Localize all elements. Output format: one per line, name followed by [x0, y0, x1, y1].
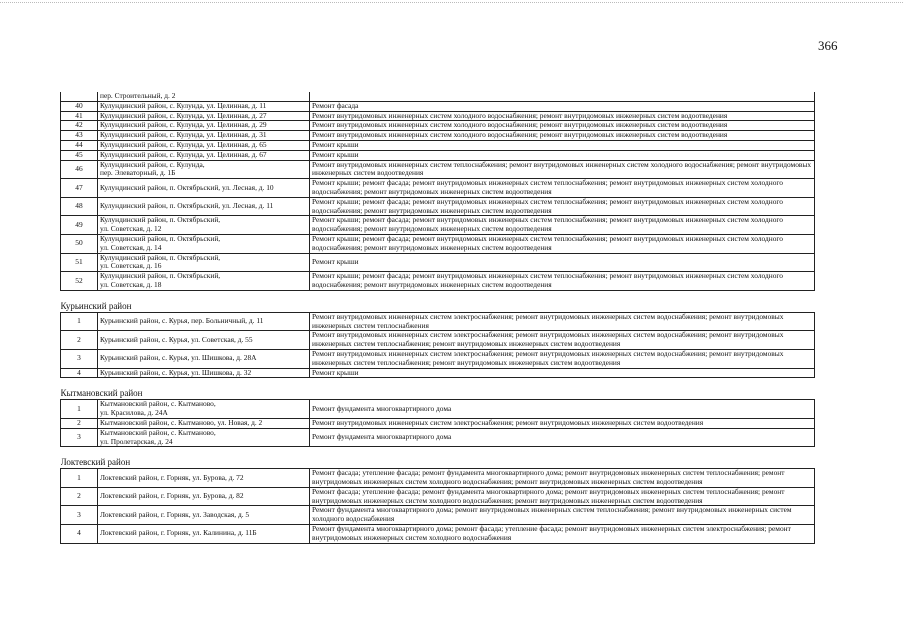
- address-cell: Кытмановский район, с. Кытманово, ул. Новая, д. 2: [98, 418, 310, 428]
- address-cell: Курьинский район, с. Курья, ул. Шишкова, д. 28А: [98, 349, 310, 368]
- row-number: 42: [61, 121, 98, 131]
- row-number: 48: [61, 197, 98, 216]
- row-number: 49: [61, 216, 98, 235]
- row-number: 1: [61, 400, 98, 419]
- table-row: [61, 253, 815, 272]
- address-cell: Локтевский район, г. Горняк, ул. Заводская, д. 5: [98, 506, 310, 525]
- works-cell: Ремонт фасада: [310, 101, 815, 111]
- row-number: 45: [61, 150, 98, 160]
- address-cell: Кулундинский район, с. Кулунда, ул. Целинная, д. 27: [98, 111, 310, 121]
- table-row: [61, 312, 815, 331]
- table-row: [61, 418, 815, 428]
- address-cell: пер. Строительный, д. 2: [98, 92, 310, 101]
- works-cell: Ремонт крыши; ремонт фасада; ремонт внутридомовых инженерных систем теплоснабжения; ремонт внутридомовых инженерных систем холодного водоснабжения; ремонт внутридомовых инженерных систем водоотведения: [310, 272, 815, 291]
- row-number: 41: [61, 111, 98, 121]
- works-cell: Ремонт фасада; утепление фасада; ремонт фундамента многоквартирного дома; ремонт внутридомовых инженерных систем теплоснабжения; ремонт внутридомовых инженерных систем холодного водоснабжения; ремонт внутридомовых инженерных систем водоотведения: [310, 469, 815, 488]
- address-cell: Кулундинский район, с. Кулунда, пер. Элеваторный, д. 1Б: [98, 160, 310, 179]
- row-number: 3: [61, 428, 98, 447]
- address-cell: Локтевский район, г. Горняк, ул. Бурова, д. 82: [98, 487, 310, 506]
- page-number: 366: [818, 38, 838, 53]
- row-number: 51: [61, 253, 98, 272]
- row-number: 1: [61, 469, 98, 488]
- address-cell: Кулундинский район, с. Кулунда, ул. Целинная, д. 67: [98, 150, 310, 160]
- table-row: [61, 428, 815, 447]
- table-row: [61, 197, 815, 216]
- address-cell: Кулундинский район, с. Кулунда, ул. Целинная, д. 11: [98, 101, 310, 111]
- address-cell: Курьинский район, с. Курья, пер. Больничный, д. 11: [98, 312, 310, 331]
- address-cell: Кулундинский район, п. Октябрьский, ул. Лесная, д. 11: [98, 197, 310, 216]
- row-number: 4: [61, 368, 98, 378]
- works-cell: Ремонт внутридомовых инженерных систем электроснабжения; ремонт внутридомовых инженерных систем водоотведения: [310, 418, 815, 428]
- address-cell: Кулундинский район, с. Кулунда, ул. Целинная, д. 29: [98, 121, 310, 131]
- table-row: [61, 140, 815, 150]
- works-cell: Ремонт крыши: [310, 368, 815, 378]
- row-number: 4: [61, 525, 98, 544]
- row-number: 52: [61, 272, 98, 291]
- district-heading: Локтевский район: [61, 447, 815, 469]
- works-cell: Ремонт внутридомовых инженерных систем холодного водоснабжения; ремонт внутридомовых инженерных систем водоотведения: [310, 121, 815, 131]
- repair-program-table: [60, 92, 815, 544]
- row-number: 2: [61, 418, 98, 428]
- district-heading: Кытмановский район: [61, 378, 815, 400]
- address-cell: Кулундинский район, п. Октябрьский, ул. Лесная, д. 10: [98, 179, 310, 198]
- row-number: 1: [61, 312, 98, 331]
- works-cell: Ремонт внутридомовых инженерных систем электроснабжения; ремонт внутридомовых инженерных систем водоснабжения; ремонт внутридомовых инженерных систем теплоснабжения: [310, 312, 815, 331]
- document-body: [60, 92, 814, 544]
- address-cell: Кытмановский район, с. Кытманово, ул. Пролетарская, д. 24: [98, 428, 310, 447]
- address-cell: Кулундинский район, п. Октябрьский, ул. Советская, д. 12: [98, 216, 310, 235]
- works-cell: Ремонт внутридомовых инженерных систем холодного водоснабжения; ремонт внутридомовых инженерных систем водоотведения: [310, 131, 815, 141]
- works-cell: Ремонт внутридомовых инженерных систем электроснабжения; ремонт внутридомовых инженерных систем водоснабжения; ремонт внутридомовых инженерных систем теплоснабжения; ремонт внутридомовых инженерных систем водоотведения: [310, 331, 815, 350]
- works-cell: Ремонт крыши; ремонт фасада; ремонт внутридомовых инженерных систем теплоснабжения; ремонт внутридомовых инженерных систем холодного водоснабжения; ремонт внутридомовых инженерных систем водоотведения: [310, 197, 815, 216]
- address-cell: Локтевский район, г. Горняк, ул. Калинина, д. 11Б: [98, 525, 310, 544]
- table-row: [61, 121, 815, 131]
- row-number: 44: [61, 140, 98, 150]
- district-section-row: [61, 290, 815, 312]
- row-number: 3: [61, 349, 98, 368]
- table-row: [61, 368, 815, 378]
- address-cell: Кулундинский район, п. Октябрьский, ул. Советская, д. 16: [98, 253, 310, 272]
- table-row: [61, 272, 815, 291]
- address-cell: Курьинский район, с. Курья, ул. Шишкова, д. 32: [98, 368, 310, 378]
- address-cell: Кулундинский район, п. Октябрьский, ул. Советская, д. 18: [98, 272, 310, 291]
- address-cell: Кулундинский район, п. Октябрьский, ул. Советская, д. 14: [98, 234, 310, 253]
- table-row: [61, 92, 815, 101]
- table-body: [61, 92, 815, 543]
- row-number: 50: [61, 234, 98, 253]
- address-cell: Кулундинский район, с. Кулунда, ул. Целинная, д. 31: [98, 131, 310, 141]
- works-cell: Ремонт фасада; утепление фасада; ремонт фундамента многоквартирного дома; ремонт внутридомовых инженерных систем теплоснабжения; ремонт внутридомовых инженерных систем холодного водоснабжения; ремонт внутридомовых инженерных систем водоотведения: [310, 487, 815, 506]
- row-number: 40: [61, 101, 98, 111]
- table-row: [61, 216, 815, 235]
- works-cell: Ремонт крыши: [310, 150, 815, 160]
- works-cell: Ремонт фундамента многоквартирного дома; ремонт фасада; утепление фасада; ремонт внутридомовых инженерных систем электроснабжения; ремонт внутридомовых инженерных систем холодного водоснабжения: [310, 525, 815, 544]
- row-number: 46: [61, 160, 98, 179]
- row-number: 2: [61, 487, 98, 506]
- works-cell: Ремонт внутридомовых инженерных систем теплоснабжения; ремонт внутридомовых инженерных систем холодного водоснабжения; ремонт внутридомовых инженерных систем водоотведения: [310, 160, 815, 179]
- table-row: [61, 150, 815, 160]
- row-number: 3: [61, 506, 98, 525]
- table-row: [61, 234, 815, 253]
- table-row: [61, 111, 815, 121]
- district-section-row: [61, 378, 815, 400]
- table-row: [61, 131, 815, 141]
- address-cell: Кулундинский район, с. Кулунда, ул. Целинная, д. 65: [98, 140, 310, 150]
- table-row: [61, 349, 815, 368]
- works-cell: Ремонт крыши; ремонт фасада; ремонт внутридомовых инженерных систем теплоснабжения; ремонт внутридомовых инженерных систем холодного водоснабжения; ремонт внутридомовых инженерных систем водоотведения: [310, 234, 815, 253]
- works-cell: Ремонт фундамента многоквартирного дома; ремонт внутридомовых инженерных систем теплоснабжения; ремонт внутридомовых инженерных систем холодного водоснабжения: [310, 506, 815, 525]
- row-number: [61, 92, 98, 101]
- works-cell: Ремонт крыши; ремонт фасада; ремонт внутридомовых инженерных систем теплоснабжения; ремонт внутридомовых инженерных систем холодного водоснабжения; ремонт внутридомовых инженерных систем водоотведения: [310, 179, 815, 198]
- works-cell: [310, 92, 815, 101]
- scan-top-edge: [0, 2, 903, 3]
- works-cell: Ремонт фундамента многоквартирного дома: [310, 428, 815, 447]
- table-row: [61, 487, 815, 506]
- works-cell: Ремонт внутридомовых инженерных систем холодного водоснабжения; ремонт внутридомовых инженерных систем водоотведения: [310, 111, 815, 121]
- works-cell: Ремонт крыши; ремонт фасада; ремонт внутридомовых инженерных систем теплоснабжения; ремонт внутридомовых инженерных систем холодного водоснабжения; ремонт внутридомовых инженерных систем водоотведения: [310, 216, 815, 235]
- table-row: [61, 525, 815, 544]
- district-section-row: [61, 447, 815, 469]
- row-number: 47: [61, 179, 98, 198]
- address-cell: Курьинский район, с. Курья, ул. Советская, д. 55: [98, 331, 310, 350]
- table-row: [61, 179, 815, 198]
- row-number: 43: [61, 131, 98, 141]
- works-cell: Ремонт фундамента многоквартирного дома: [310, 400, 815, 419]
- works-cell: Ремонт внутридомовых инженерных систем электроснабжения; ремонт внутридомовых инженерных систем водоснабжения; ремонт внутридомовых инженерных систем теплоснабжения; ремонт внутридомовых инженерных систем водоотведения: [310, 349, 815, 368]
- district-heading: Курьинский район: [61, 290, 815, 312]
- works-cell: Ремонт крыши: [310, 140, 815, 150]
- address-cell: Кытмановский район, с. Кытманово, ул. Красилова, д. 24А: [98, 400, 310, 419]
- table-row: [61, 101, 815, 111]
- table-row: [61, 506, 815, 525]
- table-row: [61, 160, 815, 179]
- table-row: [61, 469, 815, 488]
- table-row: [61, 400, 815, 419]
- row-number: 2: [61, 331, 98, 350]
- works-cell: Ремонт крыши: [310, 253, 815, 272]
- address-cell: Локтевский район, г. Горняк, ул. Бурова, д. 72: [98, 469, 310, 488]
- table-row: [61, 331, 815, 350]
